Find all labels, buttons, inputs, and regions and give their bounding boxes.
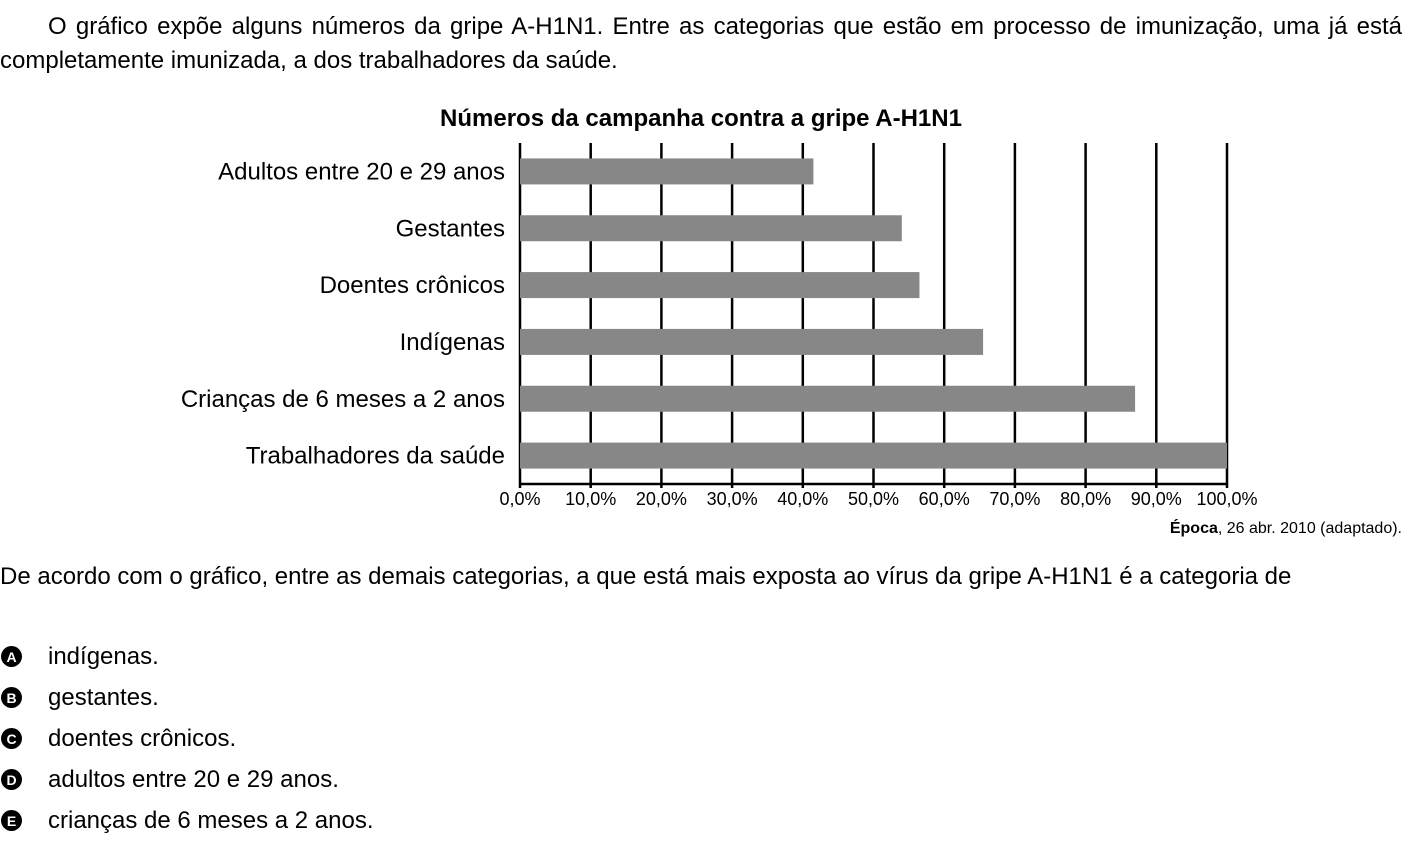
category-label: Doentes crônicos (319, 272, 505, 300)
option-text: indígenas. (48, 642, 159, 670)
option-text: crianças de 6 meses a 2 anos. (48, 806, 374, 834)
x-tick-label: 20,0% (635, 489, 687, 509)
x-tick-label: 80,0% (1060, 489, 1112, 509)
x-tick-label: 90,0% (1130, 489, 1182, 509)
option-letter-badge: C (1, 728, 22, 749)
x-tick-label: 50,0% (847, 489, 900, 509)
bar (520, 386, 1135, 412)
intro-paragraph: O gráfico expõe alguns números da gripe A-H1N1. Entre as categorias que estão em processo de imunização, uma já está completamente imunizada, a dos trabalhadores da saúde. (0, 13, 1402, 74)
option-text: adultos entre 20 e 29 anos. (48, 765, 339, 793)
bar (520, 158, 813, 184)
option-c[interactable] (0, 718, 374, 759)
option-text: doentes crônicos. (48, 724, 237, 752)
option-letter-badge: B (1, 687, 22, 708)
x-tick-label: 70,0% (989, 489, 1041, 509)
source-citation (1170, 520, 1402, 538)
bar (520, 272, 919, 298)
question-text: De acordo com o gráfico, entre as demais categorias, a que está mais exposta ao vírus da gripe A-H1N1 é a categoria de (0, 563, 1292, 590)
option-b[interactable] (0, 677, 374, 718)
x-tick-label: 40,0% (777, 489, 829, 509)
bar (520, 215, 902, 241)
category-label: Gestantes (395, 215, 505, 243)
bar (520, 329, 983, 355)
option-letter-badge: E (1, 810, 22, 831)
x-tick-label: 30,0% (706, 489, 758, 509)
chart-gridlines (520, 143, 1227, 488)
x-tick-label: 0,0% (499, 489, 541, 509)
chart-tick-labels (499, 489, 1257, 509)
category-label: Adultos entre 20 e 29 anos (218, 158, 505, 186)
option-d[interactable] (0, 759, 374, 800)
x-tick-label: 60,0% (918, 489, 970, 509)
category-label: Trabalhadores da saúde (245, 442, 505, 470)
chart-title: Números da campanha contra a gripe A-H1N1 (440, 105, 962, 132)
vaccination-bar-chart (0, 98, 1410, 518)
category-label: Crianças de 6 meses a 2 anos (180, 385, 505, 413)
source-details: , 26 abr. 2010 (adaptado). (1217, 520, 1402, 537)
x-tick-label: 100,0% (1196, 489, 1258, 509)
bar (520, 443, 1227, 469)
option-text: gestantes. (48, 683, 159, 711)
option-letter-badge: D (1, 769, 22, 790)
category-label: Indígenas (399, 328, 505, 356)
option-a[interactable] (0, 636, 374, 677)
answer-options (0, 636, 374, 841)
source-publication: Época (1169, 520, 1218, 537)
option-e[interactable] (0, 800, 374, 841)
option-letter-badge: A (1, 646, 22, 667)
x-tick-label: 10,0% (565, 489, 617, 509)
chart-category-labels (181, 158, 505, 469)
